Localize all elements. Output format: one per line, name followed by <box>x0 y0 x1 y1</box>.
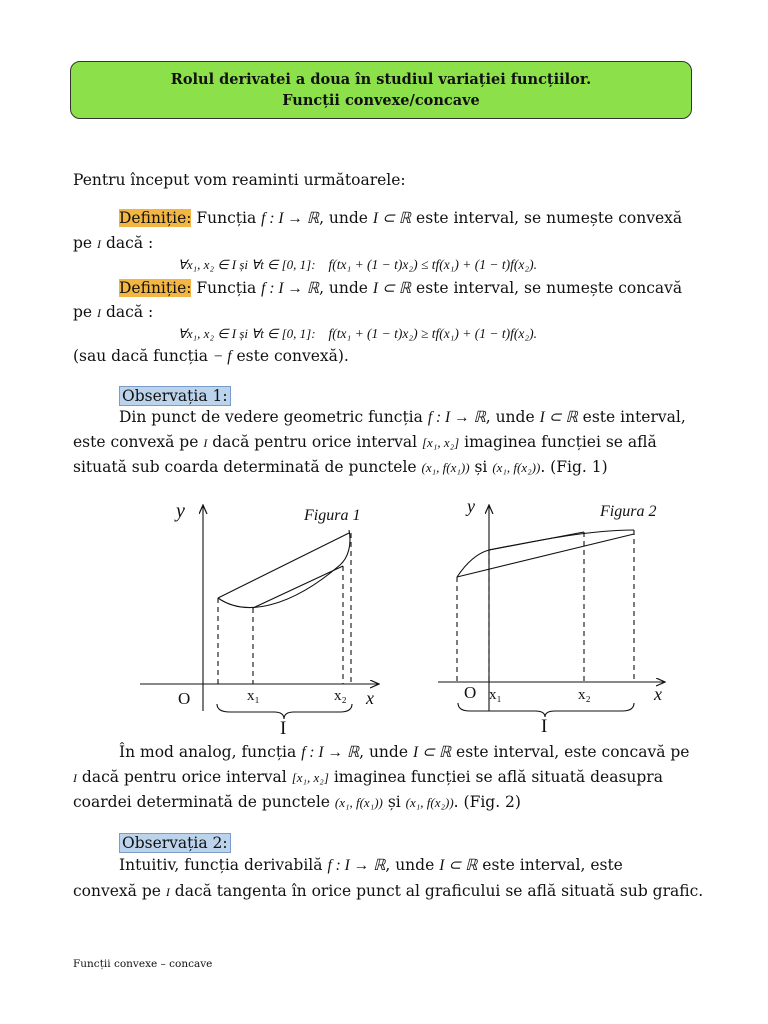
point-1: (x₁, f(x₁)) <box>421 460 470 475</box>
text: este interval, este concavă pe <box>451 743 690 761</box>
formula-quantifier: ∀x₁, x₂ ∈ I și ∀t ∈ [0, 1]: <box>178 326 316 341</box>
observation-2-heading <box>119 833 231 853</box>
text: Intuitiv, funcția derivabilă <box>119 856 328 874</box>
definition-1-text-2: , unde <box>319 209 373 227</box>
text: este interval, <box>577 408 686 426</box>
note-text-2: este convexă). <box>231 347 349 365</box>
observation-2-line-2 <box>73 881 703 902</box>
title-line-1: Rolul derivatei a doua în studiul variației funcțiilor. <box>170 71 592 88</box>
point-1: (x₁, f(x₁)) <box>334 795 383 810</box>
figure-2-concave-curve <box>457 530 634 577</box>
figure-1-y-label: y <box>176 500 185 522</box>
subset-relation: I ⊂ ℝ <box>539 409 578 426</box>
word-pe: pe <box>73 303 93 321</box>
subset-relation: I ⊂ ℝ <box>372 210 412 227</box>
word-daca: dacă : <box>105 234 154 252</box>
observation-1-label: Observația 1: <box>119 386 231 406</box>
intro-text: Pentru început vom reaminti următoarele: <box>73 171 406 189</box>
figure-2-chord <box>457 534 634 577</box>
figure-1-convex-curve <box>218 530 350 607</box>
text: și <box>469 458 493 476</box>
figure-2-brace <box>458 703 634 717</box>
minus-f: − f <box>212 348 232 365</box>
definition-2-text-3: este interval, se numește concavă <box>411 279 683 297</box>
figure-2-x-label: x <box>654 684 662 704</box>
text: , unde <box>385 856 440 874</box>
function-map: f : I → ℝ <box>301 744 360 761</box>
figure-1-interval-label: I <box>280 718 287 739</box>
interval-x1-x2: [x₁, x₂] <box>291 770 329 785</box>
subset-relation: I ⊂ ℝ <box>412 744 452 761</box>
word-daca: dacă : <box>105 303 154 321</box>
interval-symbol: I <box>97 306 102 320</box>
title-line-2: Funcții convexe/concave <box>282 92 480 109</box>
observation-2-label: Observația 2: <box>119 833 231 853</box>
definition-1-text-3: este interval, se numește convexă <box>411 209 683 227</box>
interval-x1-x2: [x₁, x₂] <box>422 435 460 450</box>
figure-1-x-label: x <box>366 688 374 708</box>
text: este interval, este <box>477 856 623 874</box>
figure-2-caption: Figura 2 <box>600 503 657 520</box>
figure-2-origin: O <box>464 683 477 702</box>
text: , unde <box>359 743 413 761</box>
point-2: (x₁, f(x₂)) <box>492 460 541 475</box>
figure-1-x1-label: x₁ <box>247 688 260 704</box>
figure-1-origin: O <box>178 689 191 708</box>
function-map: f : I → ℝ <box>327 857 386 874</box>
interval-symbol: I <box>97 237 102 251</box>
figure-1-x2-label: x₂ <box>334 688 347 704</box>
text: , unde <box>485 408 540 426</box>
definition-1-label: Definiție: <box>119 209 192 227</box>
figure-2-interval-label: I <box>541 716 548 737</box>
analog-line-2 <box>73 767 663 788</box>
text: . (Fig. 2) <box>453 793 521 811</box>
definition-2-label: Definiție: <box>119 279 192 297</box>
text: imaginea funcției se află <box>459 433 657 451</box>
text: coardei determinată de punctele <box>73 793 335 811</box>
subset-relation: I ⊂ ℝ <box>372 280 412 297</box>
analog-line-3 <box>73 792 521 813</box>
text: și <box>382 793 406 811</box>
interval-symbol: I <box>165 885 170 899</box>
text: dacă pentru orice interval <box>207 433 422 451</box>
text: În mod analog, funcția <box>119 743 302 761</box>
figure-1-chord <box>218 533 349 598</box>
text: este convexă pe <box>73 433 204 451</box>
interval-symbol: I <box>73 771 77 785</box>
figure-2-y-label: y <box>467 496 475 516</box>
formula-quantifier: ∀x₁, x₂ ∈ I și ∀t ∈ [0, 1]: <box>178 257 316 272</box>
note-text: (sau dacă funcția <box>73 347 213 365</box>
page-footer: Funcții convexe – concave <box>73 958 213 970</box>
text: convexă pe <box>73 882 166 900</box>
subset-relation: I ⊂ ℝ <box>439 857 478 874</box>
point-2: (x₁, f(x₂)) <box>405 795 454 810</box>
analog-line-1 <box>119 742 689 763</box>
text: situată sub coarda determinată de punctele <box>73 458 422 476</box>
figure-2-x2-label: x₂ <box>578 687 591 703</box>
word-pe: pe <box>73 234 93 252</box>
text: dacă tangenta în orice punct al graficului se află situată sub grafic. <box>169 882 704 900</box>
figure-2-chord-inner <box>489 532 584 550</box>
observation-2-line-1 <box>119 855 623 876</box>
function-map: f : I → ℝ <box>427 409 486 426</box>
figure-1-chord-inner <box>253 566 343 608</box>
function-map: f : I → ℝ <box>261 280 320 297</box>
interval-symbol: I <box>203 436 208 450</box>
definition-1-text: Funcția <box>191 209 262 227</box>
definition-2-text-2: , unde <box>319 279 373 297</box>
text: imaginea funcției se află situată deasupra <box>328 768 663 786</box>
figure-2-x1-label: x₁ <box>489 687 502 703</box>
text: Din punct de vedere geometric funcția <box>119 408 428 426</box>
text: . (Fig. 1) <box>540 458 608 476</box>
text: dacă pentru orice interval <box>77 768 292 786</box>
function-map: f : I → ℝ <box>261 210 320 227</box>
definition-2-text: Funcția <box>191 279 262 297</box>
convex-inequality: f(tx₁ + (1 − t)x₂) ≤ tf(x₁) + (1 − t)f(x₂). <box>328 257 537 272</box>
figure-1-caption: Figura 1 <box>304 507 361 524</box>
figure-1-brace <box>217 704 352 719</box>
concave-inequality: f(tx₁ + (1 − t)x₂) ≥ tf(x₁) + (1 − t)f(x₂). <box>328 326 537 341</box>
